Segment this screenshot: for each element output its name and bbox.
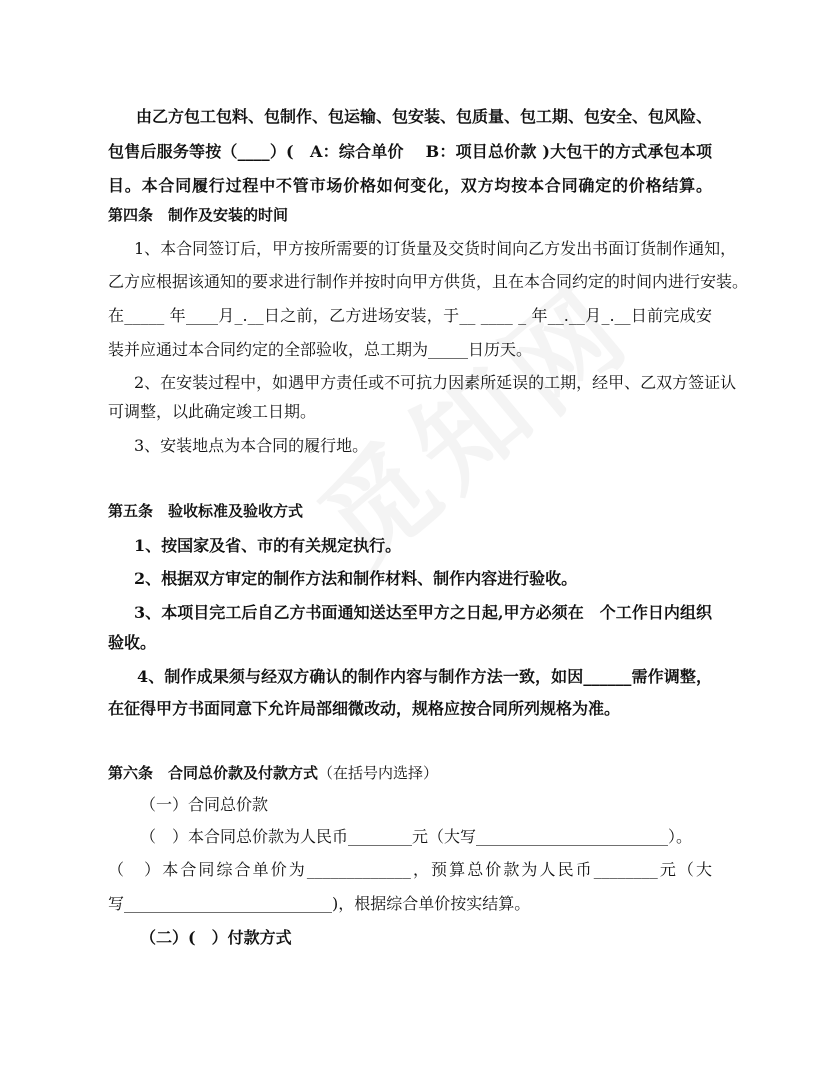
section-heading-4: 第四条 制作及安装的时间 (108, 206, 289, 224)
paragraph-line: 乙方应根据该通知的要求进行制作并按时向甲方供货，且在本合同约定的时间内进行安装。 (108, 272, 749, 291)
paragraph-line: 2、在安装过程中，如遇甲方责任或不可抗力因素所延误的工期，经甲、乙双方签证认 (134, 373, 737, 392)
paragraph-line: 2、根据双方审定的制作方法和制作材料、制作内容进行验收。 (134, 569, 578, 588)
paragraph-line: 1、本合同签订后，甲方按所需要的订货量及交货时间向乙方发出书面订货制作通知， (134, 239, 737, 258)
paragraph-line: 在征得甲方书面同意下允许局部细微改动，规格应按合同所列规格为准。 (108, 699, 621, 718)
paragraph-line: 包售后服务等按（____）( A：综合单价 B：项目总价款 )大包干的方式承包本项 (108, 142, 712, 161)
paragraph-line: 目。本合同履行过程中不管市场价格如何变化，双方均按本合同确定的价格结算。 (108, 176, 712, 195)
paragraph-line: 可调整，以此确定竣工日期。 (108, 402, 317, 421)
paragraph-line: （ ）本合同综合单价为_____________，预算总价款为人民币________元（大 (108, 860, 712, 879)
paragraph-line: （一）合同总价款 (140, 795, 269, 814)
paragraph-line: 由乙方包工包料、包制作、包运输、包安装、包质量、包工期、包安全、包风险、 (136, 107, 713, 126)
paragraph-line: （ ）本合同总价款为人民币________元（大写________________________）。 (140, 827, 693, 846)
section-heading-5: 第五条 验收标准及验收方式 (108, 502, 304, 520)
paragraph-line: 验收。 (108, 633, 157, 652)
paragraph-line: 4、制作成果须与经双方确认的制作内容与制作方法一致，如因______需作调整， (137, 667, 712, 686)
section-heading-6-note: （在括号内选择） (318, 764, 439, 782)
paragraph-line: 装并应通过本合同约定的全部验收，总工期为_____日历天。 (108, 340, 533, 359)
paragraph-line: 3、安装地点为本合同的履行地。 (134, 436, 369, 455)
paragraph-line: 3、本项目完工后自乙方书面通知送达至甲方之日起,甲方必须在 个工作日内组织 (134, 603, 712, 622)
section-heading-6-title: 第六条 合同总价款及付款方式 (108, 764, 319, 782)
paragraph-line: 写__________________________)，根据综合单价按实结算。 (108, 894, 531, 913)
paragraph-line: 在_____ 年____月_.__日之前，乙方进场安装，于__ ____ _ 年__.__月_.__日前完成安 (108, 306, 712, 325)
section-heading-6 (108, 762, 712, 784)
paragraph-line: 1、按国家及省、市的有关规定执行。 (134, 536, 402, 555)
paragraph-line: （二）( ）付款方式 (140, 928, 292, 947)
